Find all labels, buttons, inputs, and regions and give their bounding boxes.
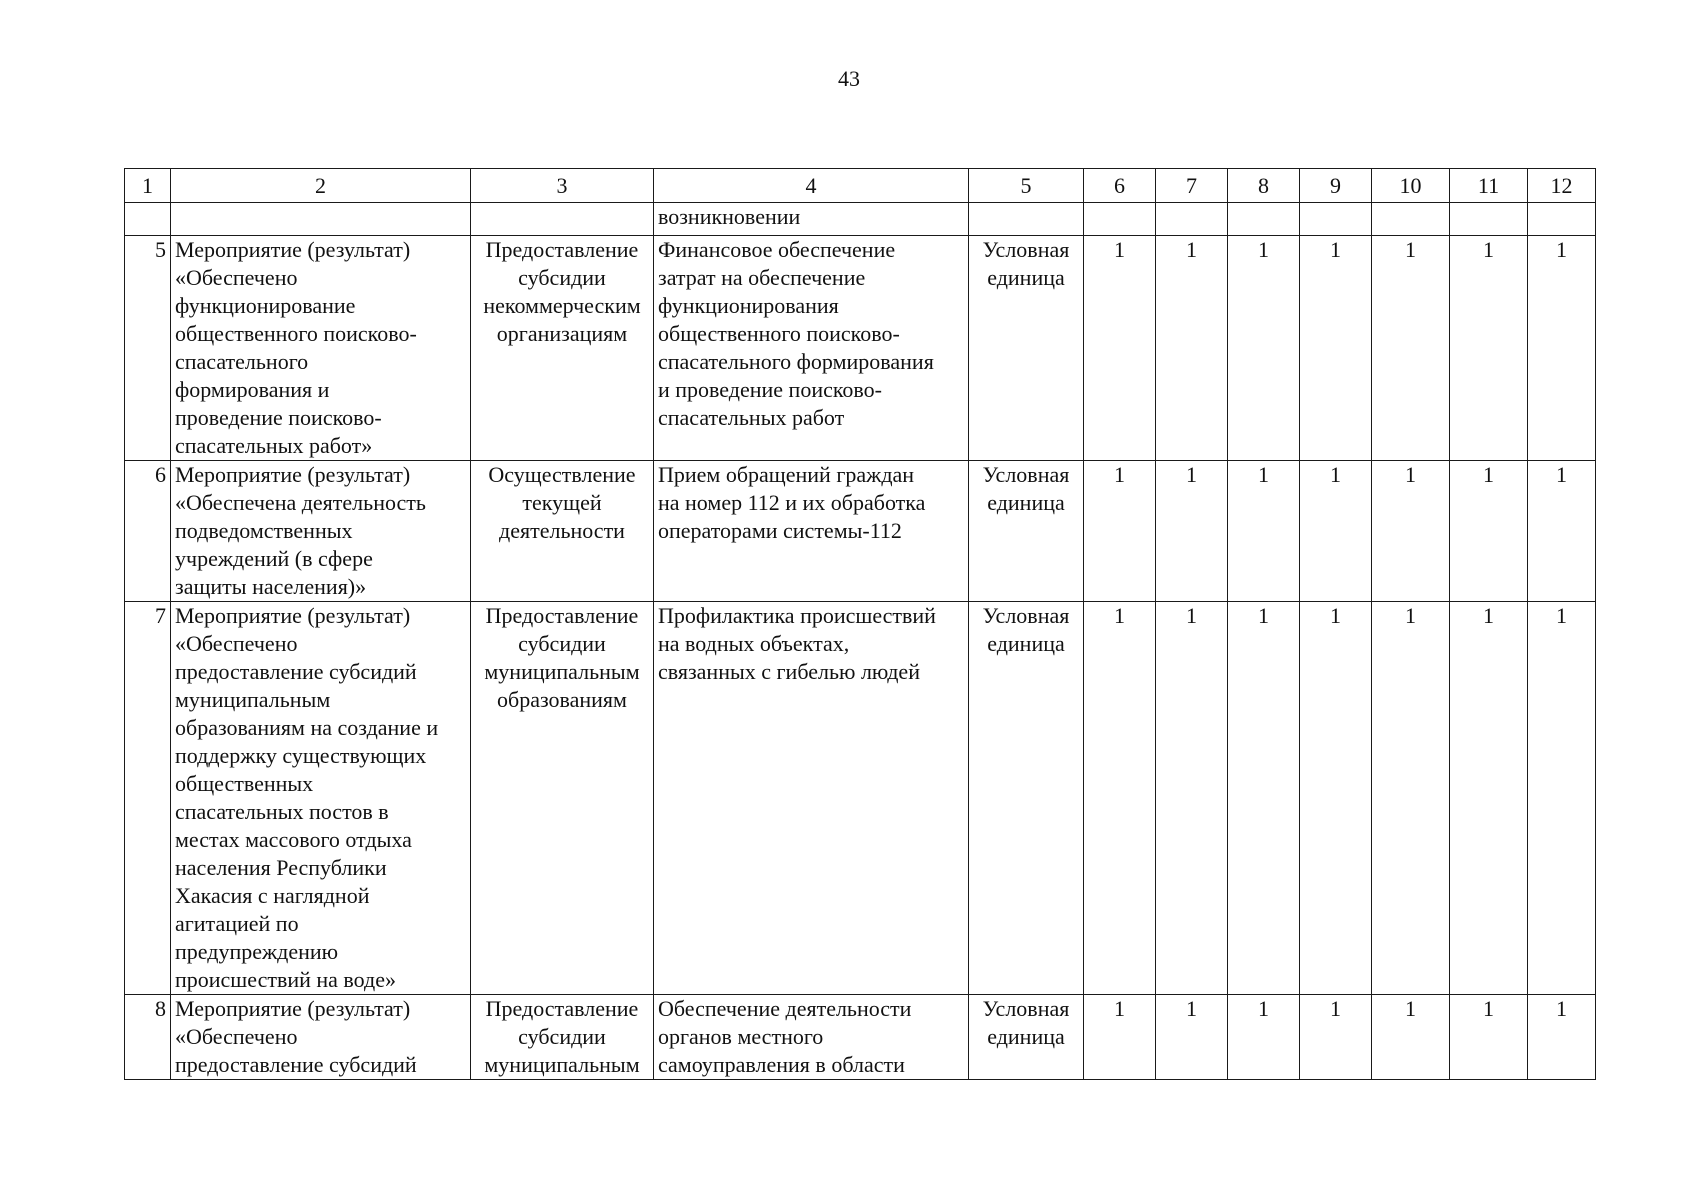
- table-row: [125, 602, 1596, 995]
- row-number: 7: [125, 602, 171, 995]
- event-cell: Мероприятие (результат) «Обеспечено предоставление субсидий: [171, 995, 471, 1080]
- value-cell: 1: [1528, 602, 1596, 995]
- value-cell: 1: [1156, 995, 1228, 1080]
- value-cell: 1: [1528, 236, 1596, 461]
- header-cell: 2: [171, 169, 471, 203]
- table-row: [125, 461, 1596, 602]
- empty-cell: [1528, 203, 1596, 236]
- header-cell: 10: [1372, 169, 1450, 203]
- empty-cell: [1156, 203, 1228, 236]
- empty-cell: [1084, 203, 1156, 236]
- empty-cell: [125, 203, 171, 236]
- event-cell: Мероприятие (результат) «Обеспечена деятельность подведомственных учреждений (в сфере защиты населения)»: [171, 461, 471, 602]
- value-cell: 1: [1084, 995, 1156, 1080]
- header-cell: 12: [1528, 169, 1596, 203]
- value-cell: 1: [1372, 236, 1450, 461]
- value-cell: 1: [1372, 461, 1450, 602]
- header-cell: 9: [1300, 169, 1372, 203]
- header-cell: 7: [1156, 169, 1228, 203]
- value-cell: 1: [1228, 995, 1300, 1080]
- value-cell: 1: [1528, 995, 1596, 1080]
- value-cell: 1: [1450, 602, 1528, 995]
- continuation-row: [125, 203, 1596, 236]
- table-row: [125, 995, 1596, 1080]
- empty-cell: [471, 203, 654, 236]
- value-cell: 1: [1228, 461, 1300, 602]
- unit-cell: Условная единица: [969, 602, 1084, 995]
- type-cell: Предоставление субсидии муниципальным образованиям: [471, 602, 654, 995]
- table-row: [125, 236, 1596, 461]
- value-cell: 1: [1300, 995, 1372, 1080]
- header-cell: 3: [471, 169, 654, 203]
- row-number: 8: [125, 995, 171, 1080]
- header-row: [125, 169, 1596, 203]
- value-cell: 1: [1450, 461, 1528, 602]
- header-cell: 5: [969, 169, 1084, 203]
- value-cell: 1: [1300, 236, 1372, 461]
- value-cell: 1: [1228, 602, 1300, 995]
- value-cell: 1: [1156, 461, 1228, 602]
- header-cell: 8: [1228, 169, 1300, 203]
- value-cell: 1: [1084, 602, 1156, 995]
- header-cell: 6: [1084, 169, 1156, 203]
- type-cell: Предоставление субсидии некоммерческим организациям: [471, 236, 654, 461]
- event-cell: Мероприятие (результат) «Обеспечено предоставление субсидий муниципальным образованиям на создание и поддержку существующих общественных спасательных постов в местах массового отдыха населения Республики Хакасия с наглядной агитацией по предупреждению происшествий на воде»: [171, 602, 471, 995]
- event-cell: Мероприятие (результат) «Обеспечено функционирование общественного поисково- спасательного формирования и проведение поисково- спасательных работ»: [171, 236, 471, 461]
- unit-cell: Условная единица: [969, 461, 1084, 602]
- value-cell: 1: [1372, 602, 1450, 995]
- description-cell: Обеспечение деятельности органов местного самоуправления в области: [654, 995, 969, 1080]
- page-number: 43: [838, 66, 860, 91]
- header-cell: 1: [125, 169, 171, 203]
- value-cell: 1: [1300, 602, 1372, 995]
- row-number: 6: [125, 461, 171, 602]
- empty-cell: [1450, 203, 1528, 236]
- value-cell: 1: [1450, 995, 1528, 1080]
- empty-cell: [969, 203, 1084, 236]
- empty-cell: [1300, 203, 1372, 236]
- row-number: 5: [125, 236, 171, 461]
- empty-cell: [1372, 203, 1450, 236]
- description-cell: возникновении: [654, 203, 969, 236]
- value-cell: 1: [1084, 461, 1156, 602]
- value-cell: 1: [1228, 236, 1300, 461]
- value-cell: 1: [1084, 236, 1156, 461]
- header-cell: 4: [654, 169, 969, 203]
- empty-cell: [1228, 203, 1300, 236]
- value-cell: 1: [1528, 461, 1596, 602]
- unit-cell: Условная единица: [969, 995, 1084, 1080]
- type-cell: Предоставление субсидии муниципальным: [471, 995, 654, 1080]
- value-cell: 1: [1156, 236, 1228, 461]
- value-cell: 1: [1372, 995, 1450, 1080]
- type-cell: Осуществление текущей деятельности: [471, 461, 654, 602]
- empty-cell: [171, 203, 471, 236]
- value-cell: 1: [1300, 461, 1372, 602]
- header-cell: 11: [1450, 169, 1528, 203]
- value-cell: 1: [1450, 236, 1528, 461]
- unit-cell: Условная единица: [969, 236, 1084, 461]
- value-cell: 1: [1156, 602, 1228, 995]
- description-cell: Профилактика происшествий на водных объектах, связанных с гибелью людей: [654, 602, 969, 995]
- data-table: [124, 168, 1596, 1080]
- description-cell: Финансовое обеспечение затрат на обеспечение функционирования общественного поисково- спасательного формирования и проведение поисково- спасательных работ: [654, 236, 969, 461]
- description-cell: Прием обращений граждан на номер 112 и их обработка операторами системы-112: [654, 461, 969, 602]
